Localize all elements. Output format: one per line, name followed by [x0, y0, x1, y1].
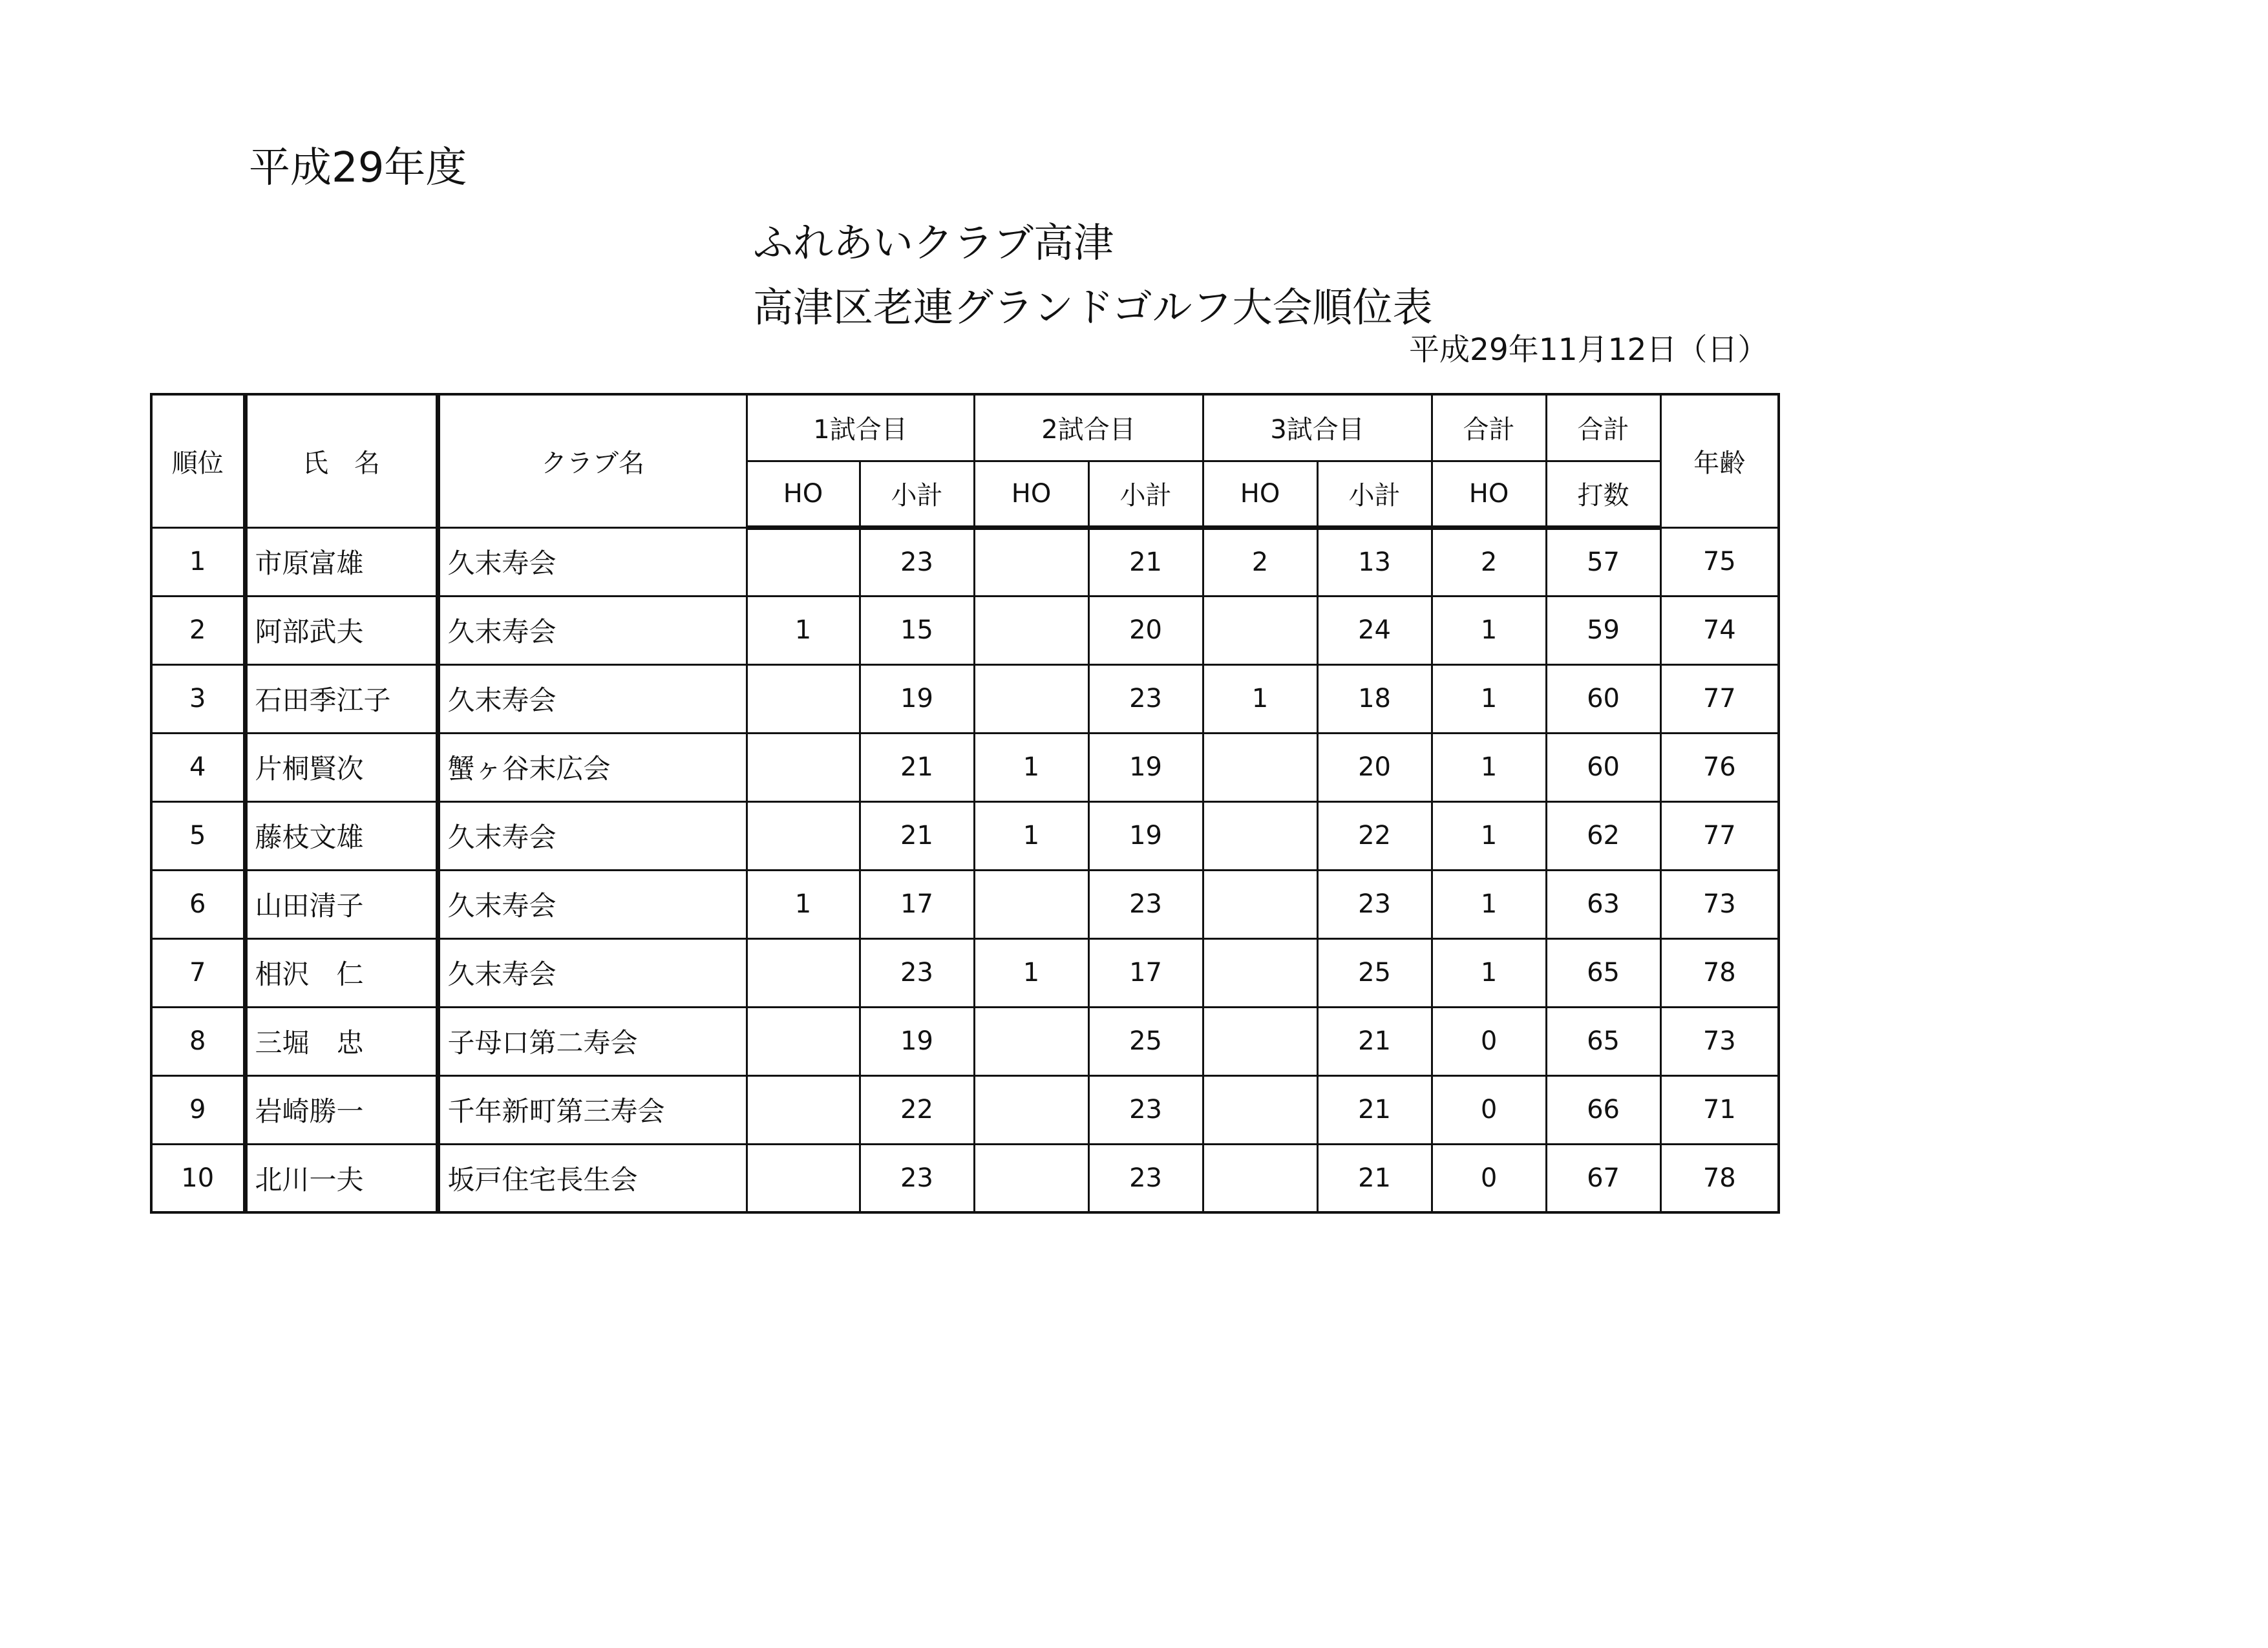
header-age: 年齢 [1660, 394, 1779, 527]
cell-g1-subtotal: 21 [860, 801, 974, 870]
cell-name: 阿部武夫 [245, 596, 438, 664]
cell-g3-ho [1203, 870, 1317, 938]
cell-g2-subtotal: 21 [1088, 527, 1203, 596]
cell-total-ho: 1 [1432, 733, 1546, 801]
cell-rank: 5 [151, 801, 245, 870]
cell-g3-ho: 2 [1203, 527, 1317, 596]
cell-g2-subtotal: 20 [1088, 596, 1203, 664]
cell-g3-subtotal: 20 [1317, 733, 1432, 801]
cell-age: 75 [1660, 527, 1779, 596]
cell-total-strokes: 63 [1546, 870, 1660, 938]
cell-age: 77 [1660, 664, 1779, 733]
cell-g2-subtotal: 23 [1088, 1075, 1203, 1144]
cell-g1-ho [747, 1007, 860, 1075]
cell-g2-ho: 1 [974, 801, 1088, 870]
cell-club: 千年新町第三寿会 [438, 1075, 747, 1144]
cell-g1-ho: 1 [747, 870, 860, 938]
fiscal-year: 平成29年度 [249, 144, 467, 192]
cell-club: 久末寿会 [438, 596, 747, 664]
cell-age: 74 [1660, 596, 1779, 664]
cell-g3-subtotal: 25 [1317, 938, 1432, 1007]
table-row [151, 938, 1779, 1007]
table-header [151, 394, 1779, 527]
cell-total-strokes: 65 [1546, 1007, 1660, 1075]
cell-total-ho: 1 [1432, 870, 1546, 938]
cell-club: 久末寿会 [438, 870, 747, 938]
table-row [151, 801, 1779, 870]
header-game3: 3試合目 [1203, 394, 1432, 461]
cell-total-ho: 1 [1432, 664, 1546, 733]
cell-g3-subtotal: 22 [1317, 801, 1432, 870]
cell-g1-subtotal: 19 [860, 664, 974, 733]
header-game1: 1試合目 [747, 394, 974, 461]
cell-g2-ho: 1 [974, 938, 1088, 1007]
table-row [151, 870, 1779, 938]
cell-rank: 2 [151, 596, 245, 664]
cell-g1-subtotal: 23 [860, 938, 974, 1007]
cell-total-strokes: 60 [1546, 664, 1660, 733]
cell-g1-ho [747, 1075, 860, 1144]
table-row [151, 1075, 1779, 1144]
cell-g1-subtotal: 21 [860, 733, 974, 801]
cell-age: 78 [1660, 938, 1779, 1007]
cell-total-ho: 0 [1432, 1144, 1546, 1212]
cell-g3-ho [1203, 938, 1317, 1007]
cell-club: 子母口第二寿会 [438, 1007, 747, 1075]
cell-g2-ho [974, 1007, 1088, 1075]
header-g2-subtotal: 小計 [1088, 461, 1203, 527]
cell-g3-subtotal: 13 [1317, 527, 1432, 596]
cell-g2-subtotal: 23 [1088, 664, 1203, 733]
cell-total-ho: 0 [1432, 1007, 1546, 1075]
results-table [150, 393, 1780, 1214]
header-total-ho: HO [1432, 461, 1546, 527]
event-date: 平成29年11月12日（日） [1409, 332, 1768, 368]
cell-name: 岩崎勝一 [245, 1075, 438, 1144]
table-row [151, 733, 1779, 801]
cell-g1-subtotal: 19 [860, 1007, 974, 1075]
cell-name: 市原富雄 [245, 527, 438, 596]
cell-total-ho: 1 [1432, 938, 1546, 1007]
cell-g2-ho [974, 1144, 1088, 1212]
cell-g3-ho [1203, 801, 1317, 870]
cell-total-ho: 1 [1432, 596, 1546, 664]
header-total-strokes: 打数 [1546, 461, 1660, 527]
cell-age: 73 [1660, 870, 1779, 938]
title-line-club: ふれあいクラブ高津 [753, 219, 1114, 266]
cell-rank: 1 [151, 527, 245, 596]
cell-g2-subtotal: 19 [1088, 733, 1203, 801]
cell-g3-ho [1203, 1075, 1317, 1144]
header-row-top [151, 394, 1779, 461]
cell-g2-subtotal: 17 [1088, 938, 1203, 1007]
cell-g3-ho [1203, 1007, 1317, 1075]
cell-age: 71 [1660, 1075, 1779, 1144]
cell-g1-ho [747, 527, 860, 596]
cell-g1-ho [747, 1144, 860, 1212]
cell-rank: 6 [151, 870, 245, 938]
document-title [753, 211, 1433, 340]
cell-rank: 8 [151, 1007, 245, 1075]
cell-club: 坂戸住宅長生会 [438, 1144, 747, 1212]
cell-age: 76 [1660, 733, 1779, 801]
cell-name: 北川一夫 [245, 1144, 438, 1212]
cell-g3-subtotal: 21 [1317, 1144, 1432, 1212]
table-row [151, 1144, 1779, 1212]
cell-name: 三堀 忠 [245, 1007, 438, 1075]
cell-name: 石田季江子 [245, 664, 438, 733]
cell-g3-ho [1203, 596, 1317, 664]
table-row [151, 527, 1779, 596]
header-g3-ho: HO [1203, 461, 1317, 527]
cell-g3-subtotal: 21 [1317, 1075, 1432, 1144]
cell-g2-ho: 1 [974, 733, 1088, 801]
table-row [151, 596, 1779, 664]
cell-total-strokes: 65 [1546, 938, 1660, 1007]
cell-g1-subtotal: 22 [860, 1075, 974, 1144]
cell-total-strokes: 60 [1546, 733, 1660, 801]
cell-g3-subtotal: 24 [1317, 596, 1432, 664]
header-rank: 順位 [151, 394, 245, 527]
cell-g2-ho [974, 870, 1088, 938]
title-line-tournament: 高津区老連グランドゴルフ大会順位表 [753, 284, 1433, 331]
cell-total-strokes: 57 [1546, 527, 1660, 596]
cell-g2-subtotal: 25 [1088, 1007, 1203, 1075]
cell-total-ho: 0 [1432, 1075, 1546, 1144]
cell-total-ho: 1 [1432, 801, 1546, 870]
header-g1-subtotal: 小計 [860, 461, 974, 527]
table-row [151, 664, 1779, 733]
cell-club: 久末寿会 [438, 527, 747, 596]
cell-g2-ho [974, 596, 1088, 664]
cell-g1-subtotal: 23 [860, 527, 974, 596]
header-total-ho-top: 合計 [1432, 394, 1546, 461]
cell-total-strokes: 67 [1546, 1144, 1660, 1212]
cell-g1-ho [747, 938, 860, 1007]
cell-rank: 10 [151, 1144, 245, 1212]
cell-g3-ho [1203, 733, 1317, 801]
cell-club: 久末寿会 [438, 938, 747, 1007]
cell-total-strokes: 62 [1546, 801, 1660, 870]
cell-total-strokes: 59 [1546, 596, 1660, 664]
cell-club: 久末寿会 [438, 664, 747, 733]
cell-g3-ho [1203, 1144, 1317, 1212]
cell-name: 山田清子 [245, 870, 438, 938]
cell-g2-subtotal: 19 [1088, 801, 1203, 870]
cell-total-strokes: 66 [1546, 1075, 1660, 1144]
cell-g2-subtotal: 23 [1088, 870, 1203, 938]
cell-g3-subtotal: 18 [1317, 664, 1432, 733]
cell-name: 相沢 仁 [245, 938, 438, 1007]
cell-total-ho: 2 [1432, 527, 1546, 596]
cell-rank: 4 [151, 733, 245, 801]
header-g1-ho: HO [747, 461, 860, 527]
cell-age: 77 [1660, 801, 1779, 870]
cell-g2-ho [974, 1075, 1088, 1144]
cell-g1-subtotal: 15 [860, 596, 974, 664]
header-g3-subtotal: 小計 [1317, 461, 1432, 527]
cell-g3-subtotal: 21 [1317, 1007, 1432, 1075]
cell-g3-subtotal: 23 [1317, 870, 1432, 938]
cell-rank: 3 [151, 664, 245, 733]
cell-g2-subtotal: 23 [1088, 1144, 1203, 1212]
cell-g1-ho: 1 [747, 596, 860, 664]
table-row [151, 1007, 1779, 1075]
cell-name: 藤枝文雄 [245, 801, 438, 870]
cell-age: 73 [1660, 1007, 1779, 1075]
header-total-strokes-top: 合計 [1546, 394, 1660, 461]
cell-g1-subtotal: 23 [860, 1144, 974, 1212]
header-club: クラブ名 [438, 394, 747, 527]
header-g2-ho: HO [974, 461, 1088, 527]
table-body [151, 527, 1779, 1212]
header-game2: 2試合目 [974, 394, 1203, 461]
cell-g1-ho [747, 733, 860, 801]
cell-g3-ho: 1 [1203, 664, 1317, 733]
cell-g2-ho [974, 664, 1088, 733]
cell-rank: 9 [151, 1075, 245, 1144]
cell-club: 蟹ヶ谷末広会 [438, 733, 747, 801]
cell-name: 片桐賢次 [245, 733, 438, 801]
cell-g2-ho [974, 527, 1088, 596]
cell-g1-subtotal: 17 [860, 870, 974, 938]
cell-rank: 7 [151, 938, 245, 1007]
cell-g1-ho [747, 664, 860, 733]
cell-club: 久末寿会 [438, 801, 747, 870]
cell-age: 78 [1660, 1144, 1779, 1212]
cell-g1-ho [747, 801, 860, 870]
header-name: 氏 名 [245, 394, 438, 527]
